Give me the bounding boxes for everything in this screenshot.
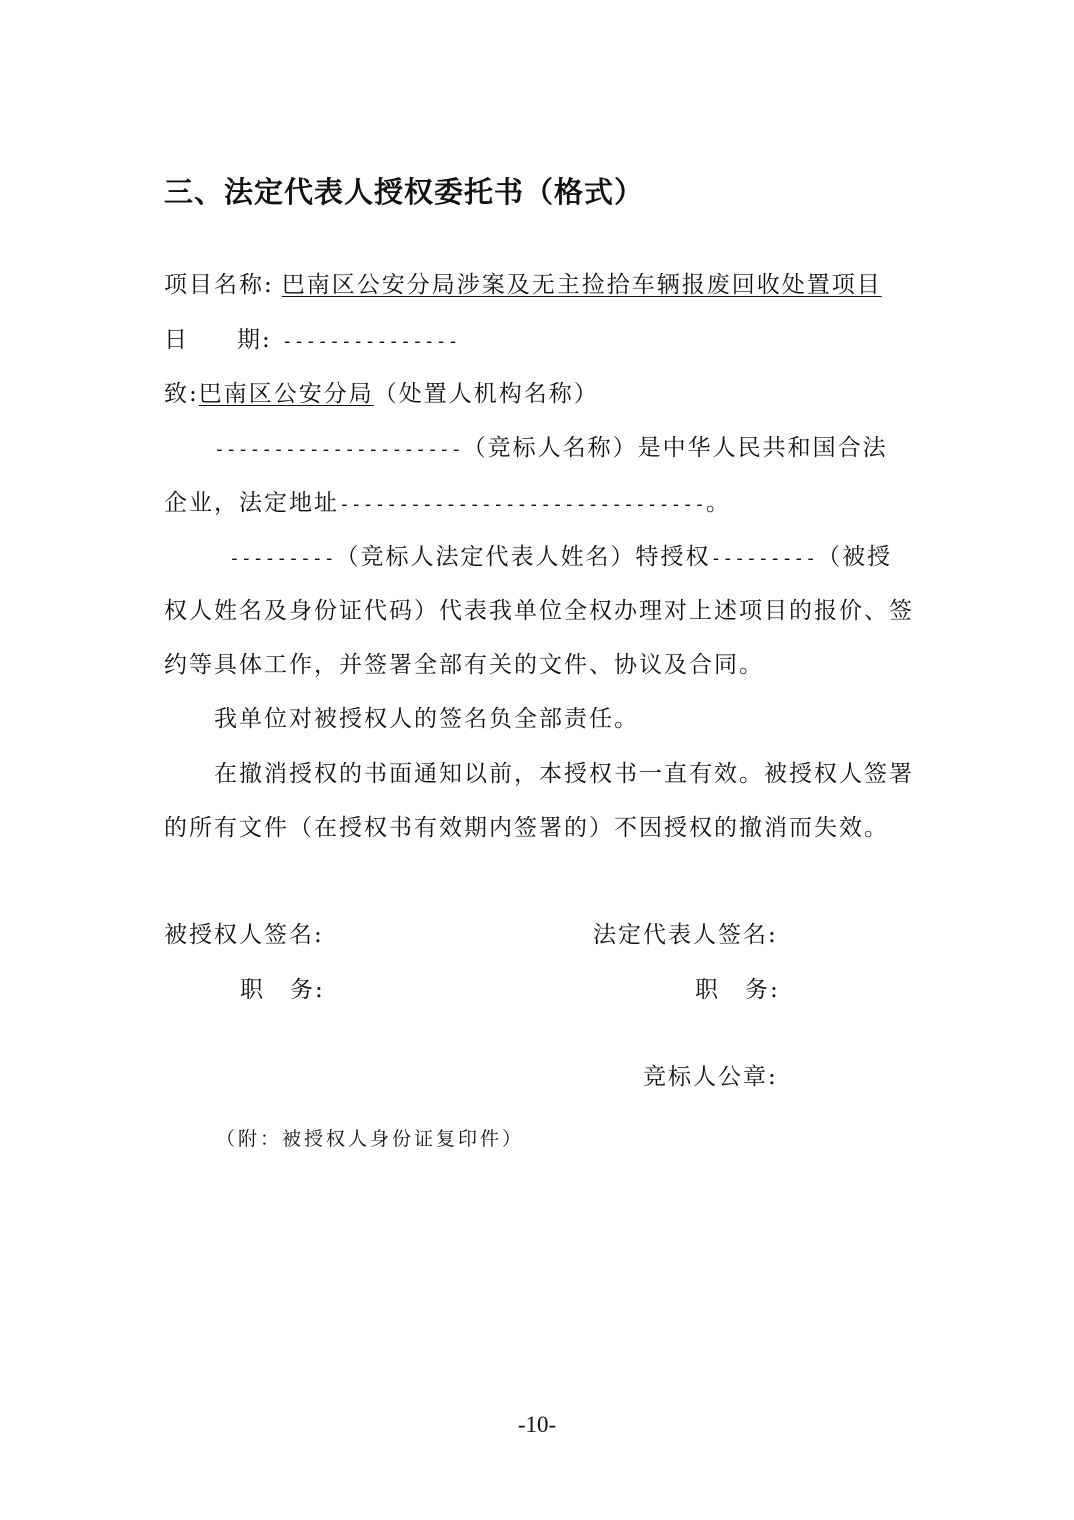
page-number: -10- <box>517 1412 557 1437</box>
bidder-name-blank: --------------------- <box>214 439 463 460</box>
project-label: 项目名称: <box>164 272 274 298</box>
recipient-label: 致: <box>164 381 199 407</box>
recipient-line <box>164 379 599 409</box>
date-label-right: 期: <box>237 327 272 353</box>
para3: 我单位对被授权人的签名负全部责任。 <box>214 706 639 732</box>
para2-line1 <box>229 542 892 574</box>
para4-line2: 的所有文件（在授权书有效期内签署的）不因授权的撤消而失效。 <box>164 815 889 841</box>
date-line <box>164 325 459 357</box>
para2-text1: （竞标人法定代表人姓名）特授权 <box>335 544 711 570</box>
agent-signature-label: 被授权人签名: <box>164 922 324 948</box>
recipient-name: 巴南区公安分局 <box>198 381 374 407</box>
para1-end: 。 <box>705 490 731 516</box>
para2-text2: （被授 <box>817 544 893 570</box>
para1-address-label: 企业，法定地址 <box>164 490 339 516</box>
para2-line2: 权人姓名及身份证代码）代表我单位全权办理对上述项目的报价、签 <box>164 598 914 624</box>
bidder-seal-label: 竞标人公章: <box>643 1064 778 1090</box>
para4-line1: 在撤消授权的书面通知以前，本授权书一直有效。被授权人签署 <box>214 761 914 787</box>
date-label-left: 日 <box>164 327 189 353</box>
project-name: 巴南区公安分局涉案及无主捡拾车辆报废回收处置项目 <box>281 272 882 298</box>
project-line <box>164 270 882 300</box>
attachment-note: （附：被授权人身份证复印件） <box>216 1128 525 1150</box>
para1-text: （竞标人名称）是中华人民共和国合法 <box>462 435 888 461</box>
document-title: 三、法定代表人授权委托书（格式） <box>164 175 645 209</box>
rep-title-label: 职 务: <box>695 977 780 1003</box>
agent-title-label: 职 务: <box>240 977 325 1003</box>
para1-line2 <box>164 488 731 520</box>
rep-name-blank: --------- <box>229 548 336 569</box>
recipient-note: （处置人机构名称） <box>373 381 599 407</box>
para2-line3: 约等具体工作，并签署全部有关的文件、协议及合同。 <box>164 652 764 678</box>
para1-line1 <box>214 433 888 465</box>
rep-signature-label: 法定代表人签名: <box>593 922 778 948</box>
address-blank: ------------------------------- <box>339 494 706 515</box>
agent-name-blank: --------- <box>710 548 818 569</box>
date-blank: --------------- <box>281 331 460 352</box>
